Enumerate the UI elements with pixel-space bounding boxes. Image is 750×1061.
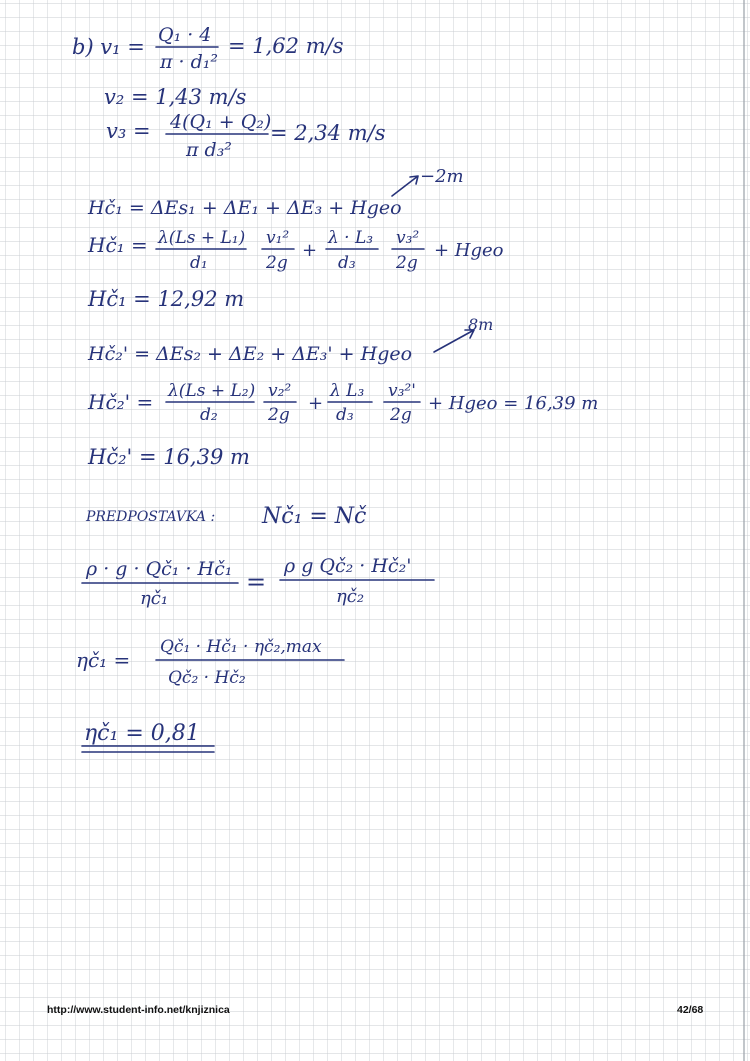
v3-numerator: 4(Q₁ + Q₂) [170, 111, 272, 133]
head2-frac1-den: d₂ [200, 405, 218, 425]
head1-frac4-den: 2g [396, 253, 418, 273]
head2-frac4-num: v₃²' [388, 381, 416, 401]
head1-frac1-num: λ(Ls + L₁) [158, 228, 246, 248]
head1-frac3-den: d₃ [338, 253, 356, 273]
head2-sum-line: Hč₂' = ΔEs₂ + ΔE₂ + ΔE₃' + Hgeo [88, 343, 413, 365]
eta-lhs: ηč₁ = [76, 648, 131, 672]
head2-annotation: 8m [468, 315, 494, 334]
v1-result: = 1,62 m/s [228, 34, 344, 58]
head1-formula-lhs: Hč₁ = [88, 233, 148, 257]
head1-frac2-den: 2g [266, 253, 288, 273]
v3-lhs: v₃ = [106, 119, 151, 143]
v3-denominator: π d₃² [186, 139, 232, 161]
v3-result: = 2,34 m/s [270, 121, 386, 145]
head2-formula-lhs: Hč₂' = [88, 390, 154, 414]
v1-lhs: b) v₁ = [72, 35, 145, 59]
head1-frac2-num: v₁² [266, 228, 290, 248]
head1-frac4-num: v₃² [396, 228, 420, 248]
efficiency-left-num: ρ · g · Qč₁ · Hč₁ [86, 558, 233, 580]
v1-numerator: Q₁ · 4 [158, 24, 212, 46]
head2-frac2-den: 2g [268, 405, 290, 425]
assumption-equation: Nč₁ = Nč [262, 504, 367, 529]
efficiency-right-den: ηč₂ [336, 586, 365, 607]
footer-url[interactable]: http://www.student-info.net/knjiznica [47, 1004, 230, 1016]
eta-denominator: Qč₂ · Hč₂ [168, 668, 246, 688]
assumption-label: PREDPOSTAVKA : [86, 509, 216, 525]
efficiency-right-num: ρ g Qč₂ · Hč₂' [284, 555, 412, 577]
head2-frac1-num: λ(Ls + L₂) [168, 381, 256, 401]
eta-numerator: Qč₁ · Hč₁ · ηč₂,max [160, 637, 322, 657]
head2-frac3-den: d₃ [336, 405, 354, 425]
head1-annotation: −2m [420, 166, 464, 187]
v2-line: v₂ = 1,43 m/s [104, 85, 247, 109]
head2-frac4-den: 2g [390, 405, 412, 425]
efficiency-left-den: ηč₁ [140, 588, 169, 609]
head2-frac3-num: λ L₃ [330, 381, 365, 401]
v1-denominator: π · d₁² [160, 51, 219, 73]
efficiency-equals: = [246, 568, 267, 596]
head2-tail: + Hgeo = 16,39 m [428, 393, 599, 414]
head2-frac2-num: v₂² [268, 381, 292, 401]
page-number: 42/68 [677, 1004, 704, 1016]
head1-frac1-den: d₁ [190, 253, 208, 273]
head2-plus: + [308, 393, 324, 414]
head1-frac3-num: λ · L₃ [328, 228, 374, 248]
head1-plus: + [302, 240, 318, 261]
head1-result: Hč₁ = 12,92 m [88, 287, 245, 311]
head1-sum-line: Hč₁ = ΔEs₁ + ΔE₁ + ΔE₃ + Hgeo [88, 197, 402, 219]
head1-tail: + Hgeo [434, 240, 504, 261]
eta-final: ηč₁ = 0,81 [84, 721, 200, 746]
head2-result: Hč₂' = 16,39 m [88, 445, 250, 469]
